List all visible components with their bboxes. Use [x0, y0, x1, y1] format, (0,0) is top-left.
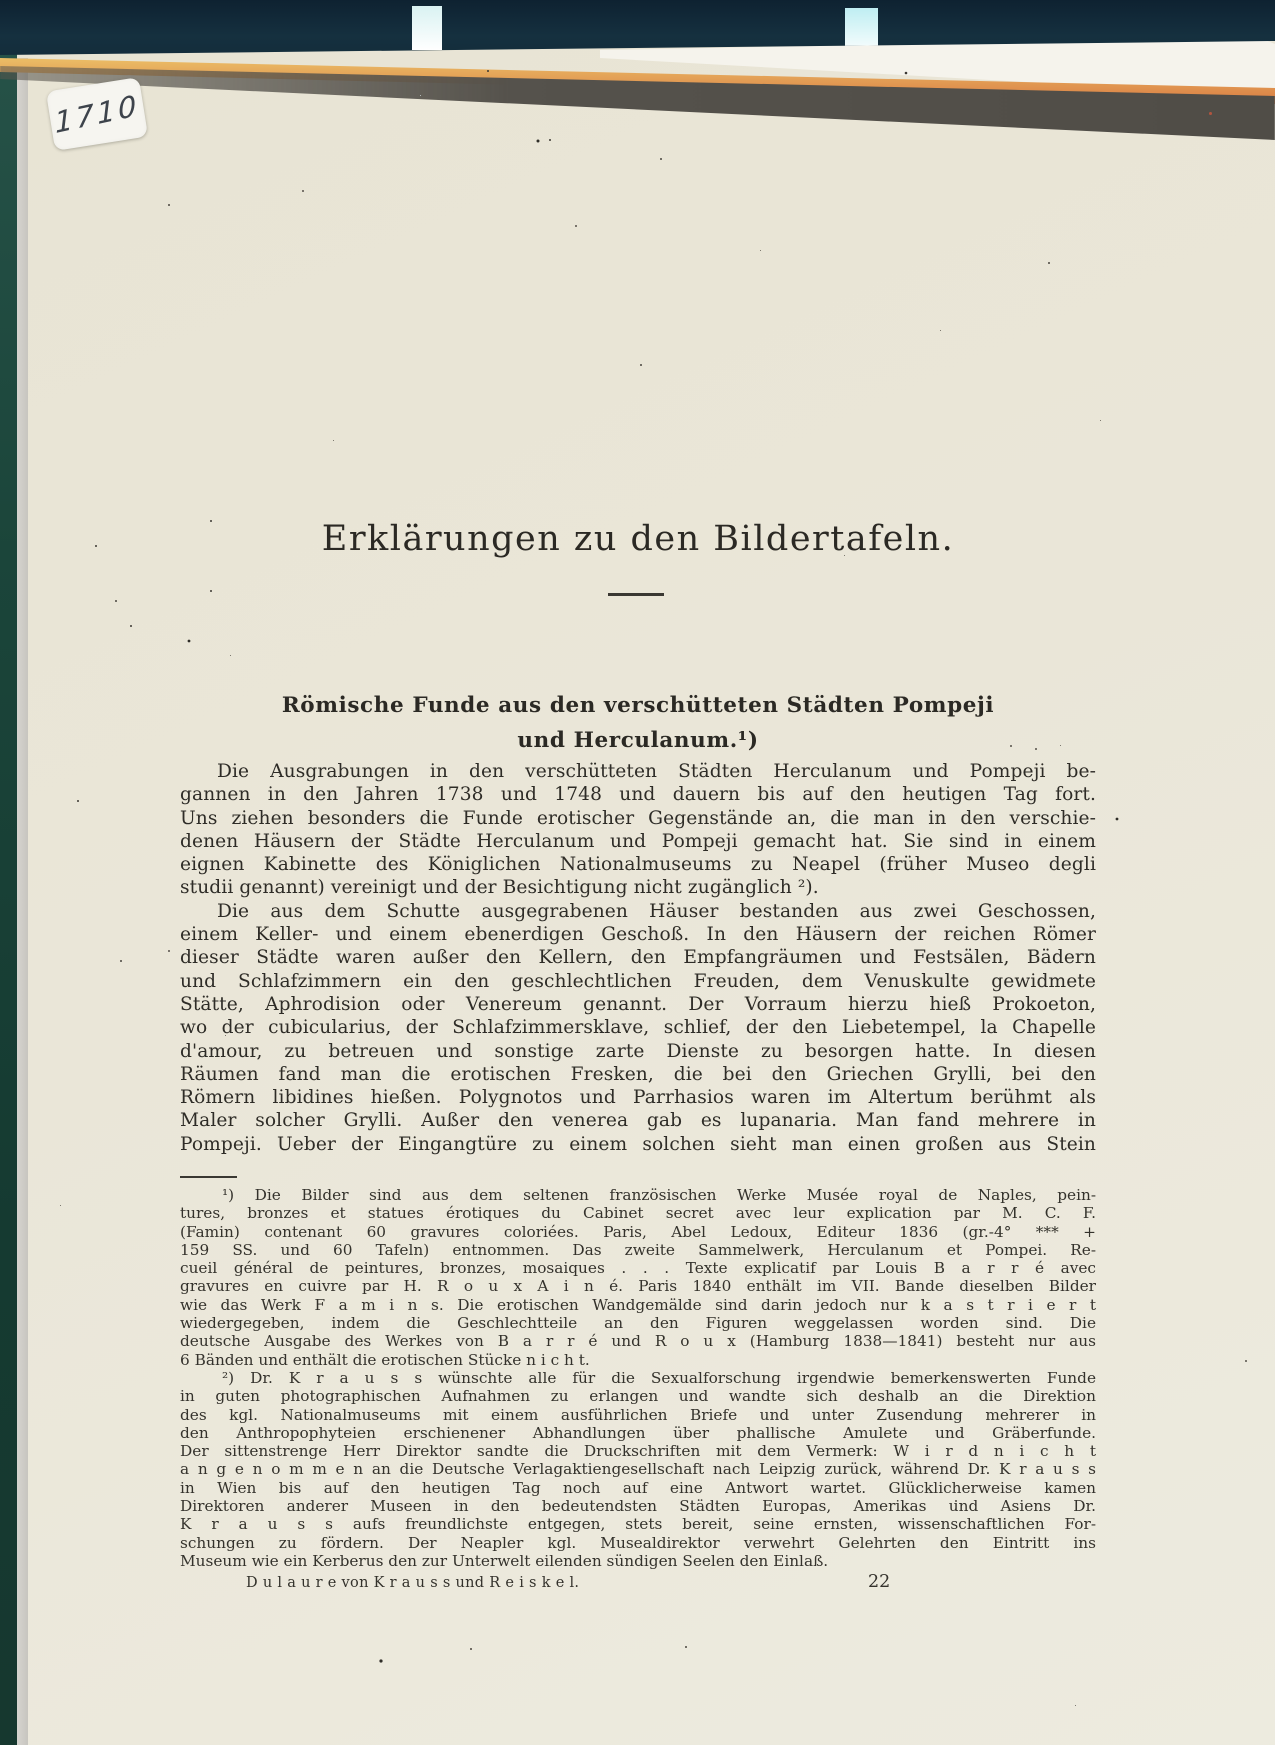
section-heading-line2: und Herculanum.¹) [517, 728, 759, 753]
footnote-line: Der sittenstrenge Herr Direktor sandte die Druckschriften mit dem Vermerk: W i r d n i c h t [180, 1442, 1096, 1461]
body-line: und Schlafzimmern ein den geschlechtlichen Freuden, dem Venuskulte gewidmete [180, 970, 1096, 992]
footnote-line: ¹) Die Bilder sind aus dem seltenen französischen Werke Musée royal de Naples, pein- [222, 1186, 1096, 1204]
footnote-line: K r a u s s aufs freundlichste entgegen, stets bereit, seine ernsten, wissenschaftlichen For- [180, 1515, 1096, 1534]
binding-notch [412, 6, 442, 50]
body-line: studii genannt) vereinigt und der Besichtigung nicht zugänglich ²). [180, 877, 819, 899]
section-heading-line1: Römische Funde aus den verschütteten Städten Pompeji [281, 693, 995, 718]
footnote-line: tures, bronzes et statues érotiques du Cabinet secret avec leur explication par M. C. F. [180, 1204, 1096, 1223]
footnote-line: Direktoren anderer Museen in den bedeutendsten Städten Europas, Amerikas und Asiens Dr. [180, 1497, 1096, 1516]
footnote-line: 6 Bänden und enthält die erotischen Stücke n i c h t. [180, 1350, 590, 1369]
body-line: Uns ziehen besonders die Funde erotischer Gegenstände an, die man in den verschie- [180, 807, 1096, 829]
footnote-line: wiedergegeben, indem die Geschlechtteile an den Figuren weggelassen worden sind. Die [180, 1314, 1096, 1333]
page-number: 22 [868, 1572, 891, 1592]
page-title: Erklärungen zu den Bildertafeln. [321, 519, 955, 559]
body-line: wo der cubicularius, der Schlafzimmersklave, schlief, der den Liebetempel, la Chapelle [180, 1017, 1096, 1039]
section-heading [180, 688, 1096, 758]
body-line: Pompeji. Ueber der Eingangtüre zu einem solchen sieht man einen großen aus Stein [180, 1133, 1096, 1155]
body-line: Die Ausgrabungen in den verschütteten Städten Herculanum und Pompeji be- [217, 761, 1096, 782]
footnotes [180, 1186, 1096, 1570]
footnote-line: deutsche Ausgabe des Werkes von B a r r é und R o u x (Hamburg 1838—1841) besteht nur aus [180, 1332, 1096, 1351]
footnote-line: ²) Dr. K r a u s s wünschte alle für die Sexualforschung irgendwie bemerkenswerten Funde [222, 1368, 1096, 1387]
page-footer [180, 1572, 1096, 1598]
book-cover-edge [0, 42, 17, 1745]
body-line: Römern libidines hießen. Polygnotos und Parrhasios waren im Altertum berühmt als [180, 1087, 1096, 1109]
body-line: denen Häusern der Städte Herculanum und Pompeji gemacht hat. Sie sind in einem [180, 830, 1096, 852]
title-divider [608, 593, 664, 596]
footnote-line: gravures en cuivre par H. R o u x A i n é. Paris 1840 enthält im VII. Bande dieselben Bilder [180, 1277, 1096, 1296]
signature-line: D u l a u r e von K r a u s s und R e i s k e l. [246, 1575, 580, 1591]
footnote-line: wie das Werk F a m i n s. Die erotischen Wandgemälde sind darin jedoch nur k a s t r i e r t [180, 1295, 1096, 1314]
body-line: d'amour, zu betreuen und sonstige zarte Dienste zu besorgen hatte. In diesen [180, 1040, 1096, 1062]
body-line: gannen in den Jahren 1738 und 1748 und dauern bis auf den heutigen Tag fort. [180, 784, 1096, 806]
footnote-line: (Famin) contenant 60 gravures coloriées. Paris, Abel Ledoux, Editeur 1836 (gr.-4° *** + [180, 1222, 1096, 1241]
body-line: Räumen fand man die erotischen Fresken, die bei den Griechen Grylli, bei den [180, 1063, 1096, 1085]
footnote-line: schungen zu fördern. Der Neapler kgl. Musealdirektor verwehrt Gelehrten den Eintritt ins [180, 1533, 1096, 1552]
body-line: Maler solcher Grylli. Außer den venerea gab es lupanaria. Man fand mehrere in [180, 1110, 1096, 1132]
body-line: Die aus dem Schutte ausgegrabenen Häuser bestanden aus zwei Geschossen, [217, 900, 1096, 922]
dust-specks [0, 0, 1, 1]
footnote-line: des kgl. Nationalmuseums mit einem ausführlichen Briefe und unter Zusendung mehrerer in [180, 1405, 1096, 1424]
footnote-line: in Wien bis auf den heutigen Tag noch auf eine Antwort wartet. Glücklicherweise kamen [180, 1478, 1096, 1497]
body-line: eignen Kabinette des Königlichen Nationalmuseums zu Neapel (früher Museo degli [180, 854, 1096, 876]
footnote-line: in guten photographischen Aufnahmen zu erlangen und wandte sich deshalb an die Direktion [180, 1387, 1096, 1406]
body-text [180, 760, 1096, 1156]
body-line: Stätte, Aphrodision oder Venereum genannt. Der Vorraum hierzu hieß Prokoeton, [180, 993, 1096, 1015]
footnote-line: 159 SS. und 60 Tafeln) entnommen. Das zweite Sammelwerk, Herculanum et Pompei. Re- [180, 1240, 1096, 1259]
body-line: einem Keller- und einem ebenerdigen Geschoß. In den Häusern der reichen Römer [180, 924, 1096, 946]
footnote-line: cueil général de peintures, bronzes, mosaiques . . . Texte explicatif par Louis B a r r é avec [180, 1259, 1096, 1278]
footnote-line: a n g e n o m m e n an die Deutsche Verlagaktiengesellschaft nach Leipzig zurück, während Dr. K r a u s s [180, 1460, 1096, 1479]
page-block-edge [17, 58, 28, 1745]
footnote-line: den Anthropophyteien erschienener Abhandlungen über phallische Amulete und Gräberfunde. [180, 1423, 1096, 1442]
body-line: dieser Städte waren außer den Kellern, den Empfangräumen und Festsälen, Bädern [180, 947, 1096, 969]
footnote-divider [180, 1176, 237, 1178]
footnote-line: Museum wie ein Kerberus den zur Unterwelt eilenden sündigen Seelen den Einlaß. [180, 1551, 829, 1570]
archival-number: 1710 [53, 88, 141, 140]
